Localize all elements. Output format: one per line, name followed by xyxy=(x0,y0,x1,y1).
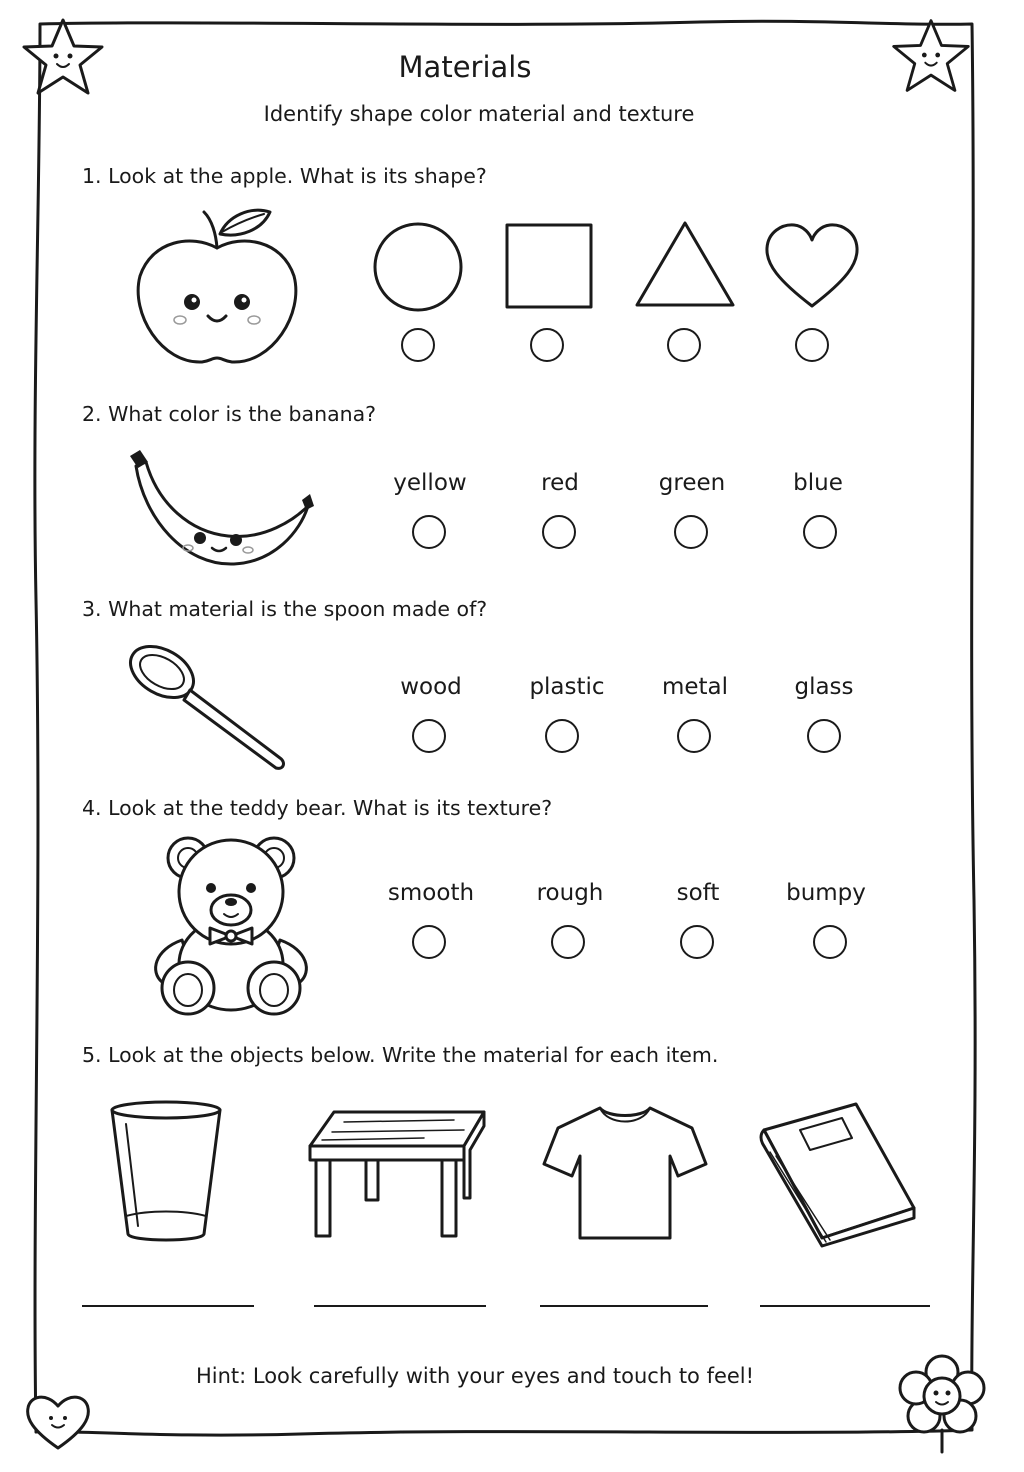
worksheet-title: Materials xyxy=(398,50,532,84)
q3-option-label: metal xyxy=(661,674,729,700)
q3-option-label: plastic xyxy=(529,674,605,700)
glass-cup-icon xyxy=(108,1098,224,1246)
question-5-text: 5. Look at the objects below. Write the material for each item. xyxy=(82,1043,719,1067)
book-icon xyxy=(756,1100,920,1250)
q4-option-label: rough xyxy=(536,880,604,906)
q3-option-wood-radio[interactable] xyxy=(412,719,446,753)
answer-line-table[interactable] xyxy=(314,1305,486,1307)
q4-option-bumpy-radio[interactable] xyxy=(813,925,847,959)
hint-text: Hint: Look carefully with your eyes and touch to feel! xyxy=(195,1364,755,1388)
heart-icon xyxy=(764,222,860,310)
q4-option-label: soft xyxy=(676,880,720,906)
q2-option-label: blue xyxy=(793,470,843,496)
q4-option-rough-radio[interactable] xyxy=(551,925,585,959)
triangle-icon xyxy=(634,220,736,308)
wooden-table-icon xyxy=(304,1106,490,1240)
q3-option-plastic-radio[interactable] xyxy=(545,719,579,753)
q2-option-red-radio[interactable] xyxy=(542,515,576,549)
q1-option-circle-radio[interactable] xyxy=(401,328,435,362)
q4-option-label: smooth xyxy=(387,880,475,906)
q2-option-label: yellow xyxy=(393,470,467,496)
t-shirt-icon xyxy=(542,1104,708,1242)
q1-option-heart-radio[interactable] xyxy=(795,328,829,362)
q2-option-label: green xyxy=(658,470,726,496)
q4-option-soft-radio[interactable] xyxy=(680,925,714,959)
question-2-text: 2. What color is the banana? xyxy=(82,402,377,426)
q3-option-label: glass xyxy=(794,674,854,700)
q2-option-green-radio[interactable] xyxy=(674,515,708,549)
q1-option-triangle-radio[interactable] xyxy=(667,328,701,362)
spoon-icon xyxy=(124,642,292,774)
heart-icon xyxy=(22,1388,94,1454)
teddy-bear-icon xyxy=(148,832,314,1018)
q4-option-smooth-radio[interactable] xyxy=(412,925,446,959)
q3-option-label: wood xyxy=(400,674,462,700)
question-1-text: 1. Look at the apple. What is its shape? xyxy=(82,164,487,188)
q3-option-glass-radio[interactable] xyxy=(807,719,841,753)
question-4-text: 4. Look at the teddy bear. What is its texture? xyxy=(82,796,553,820)
answer-line-t-shirt[interactable] xyxy=(540,1305,708,1307)
q3-option-metal-radio[interactable] xyxy=(677,719,711,753)
square-icon xyxy=(505,223,593,309)
question-3-text: 3. What material is the spoon made of? xyxy=(82,597,488,621)
banana-icon xyxy=(124,448,316,572)
q4-option-label: bumpy xyxy=(786,880,866,906)
q2-option-yellow-radio[interactable] xyxy=(412,515,446,549)
answer-line-book[interactable] xyxy=(760,1305,930,1307)
q2-option-blue-radio[interactable] xyxy=(803,515,837,549)
q1-option-square-radio[interactable] xyxy=(530,328,564,362)
worksheet-subtitle: Identify shape color material and texture xyxy=(263,102,695,126)
apple-icon xyxy=(132,204,302,370)
q2-option-label: red xyxy=(541,470,579,496)
circle-icon xyxy=(372,222,464,312)
answer-line-glass-cup[interactable] xyxy=(82,1305,254,1307)
